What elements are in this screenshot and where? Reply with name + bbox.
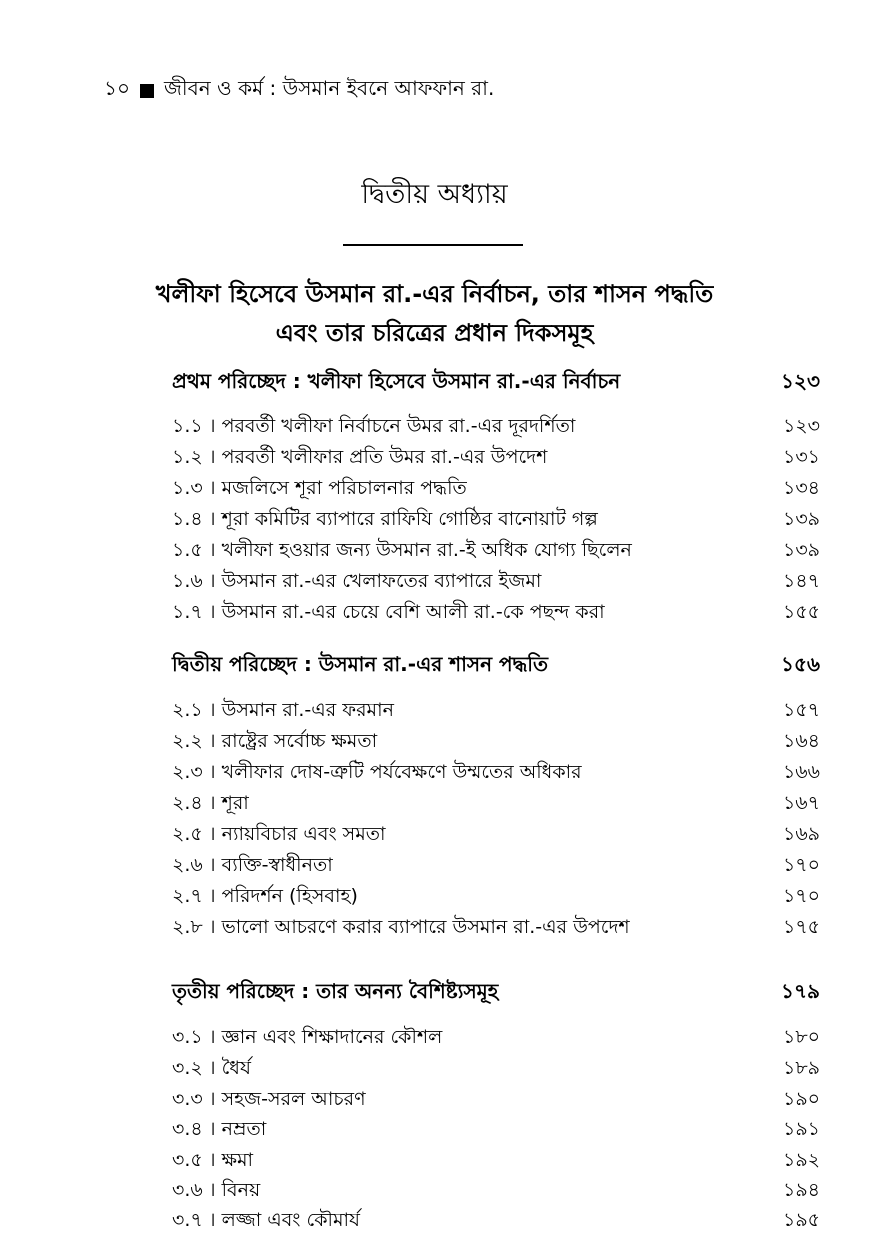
entry-label: সহজ-সরল আচরণ — [221, 1088, 366, 1110]
toc-entry[interactable]: ৩.২ । ধৈর্য ১৮৯ — [172, 1055, 820, 1085]
entry-label: মজলিসে শূরা পরিচালনার পদ্ধতি — [221, 477, 467, 499]
toc-section[interactable] — [172, 978, 820, 1008]
toc-entry[interactable]: ৩.৩ । সহজ-সরল আচরণ ১৯০ — [172, 1086, 820, 1116]
entry-page: ১৮০ — [782, 1026, 820, 1048]
entry-page: ১৬৪ — [782, 730, 820, 752]
entry-number: ১.৭ — [172, 601, 203, 623]
entry-page: ১৫৭ — [782, 699, 820, 721]
entry-number: ৩.২ — [172, 1057, 203, 1079]
chapter-heading-line-2: এবং তার চরিত্রের প্রধান দিকসমূহ — [275, 319, 594, 347]
entry-label: উসমান রা.-এর চেয়ে বেশি আলী রা.-কে পছন্দ করা — [221, 601, 605, 623]
entry-label: রাষ্ট্রের সর্বোচ্চ ক্ষমতা — [221, 730, 378, 752]
entry-label: খলীফা হওয়ার জন্য উসমান রা.-ই অধিক যোগ্য ছিলেন — [221, 539, 632, 561]
entry-label: পরিদর্শন (হিসবাহ) — [221, 885, 358, 907]
entry-number: ৩.৩ — [172, 1088, 203, 1110]
entry-number: ১.৪ — [172, 508, 203, 530]
entry-label: বিনয় — [221, 1179, 261, 1201]
entry-number: ১.৫ — [172, 539, 203, 561]
toc-entry[interactable]: ৩.৫ । ক্ষমা ১৯২ — [172, 1147, 820, 1177]
toc-entry[interactable]: ১.৭ । উসমান রা.-এর চেয়ে বেশি আলী রা.-কে পছন্দ করা ১৫৫ — [172, 599, 820, 629]
entry-number: ৩.৫ — [172, 1149, 203, 1171]
entry-page: ১৯০ — [782, 1088, 820, 1110]
toc-entry[interactable]: ১.২ । পরবর্তী খলীফার প্রতি উমর রা.-এর উপদেশ ১৩১ — [172, 444, 820, 474]
toc-entry[interactable]: ২.৭ । পরিদর্শন (হিসবাহ) ১৭০ — [172, 883, 820, 913]
entry-number: ৩.৬ — [172, 1179, 203, 1201]
toc-section[interactable] — [172, 368, 820, 398]
entry-number: ৩.৪ — [172, 1118, 203, 1140]
entry-label: খলীফার দোষ-ত্রুটি পর্যবেক্ষণে উম্মতের অধিকার — [221, 761, 582, 783]
running-header — [104, 74, 494, 107]
section-page: ১৭৯ — [781, 978, 820, 1003]
entry-label: ধৈর্য — [221, 1057, 251, 1079]
toc-entry[interactable]: ২.২ । রাষ্ট্রের সর্বোচ্চ ক্ষমতা ১৬৪ — [172, 728, 820, 758]
toc-entry[interactable]: ৩.১ । জ্ঞান এবং শিক্ষাদানের কৌশল ১৮০ — [172, 1024, 820, 1054]
entry-page: ১৫৫ — [783, 601, 820, 623]
entry-page: ১২৩ — [782, 415, 820, 437]
entry-page: ১৭৫ — [782, 916, 820, 938]
entry-page: ১৯৪ — [783, 1179, 820, 1201]
entry-label: ব্যক্তি-স্বাধীনতা — [221, 854, 333, 876]
entry-label: ক্ষমা — [221, 1149, 254, 1171]
header-page-number: ১০ — [104, 76, 130, 100]
entry-number: ২.৭ — [172, 885, 203, 907]
chapter-heading-line-1: খলীফা হিসেবে উসমান রা.-এর নির্বাচন, তার শাসন পদ্ধতি — [155, 280, 714, 308]
entry-number: ৩.৭ — [172, 1209, 203, 1231]
entry-page: ১৪৭ — [782, 570, 820, 592]
toc-entry[interactable]: ২.৫ । ন্যায়বিচার এবং সমতা ১৬৯ — [172, 821, 820, 851]
entry-number: ২.৩ — [172, 761, 203, 783]
entry-label: নম্রতা — [221, 1118, 267, 1140]
entry-page: ১৬৭ — [782, 792, 820, 814]
section-title: প্রথম পরিচ্ছেদ : খলীফা হিসেবে উসমান রা.-এর নির্বাচন — [172, 368, 621, 393]
toc-entry[interactable]: ১.৪ । শূরা কমিটির ব্যাপারে রাফিযি গোষ্ঠির বানোয়াট গল্প ১৩৯ — [172, 506, 820, 536]
entry-number: ৩.১ — [172, 1026, 203, 1048]
section-page: ১৫৬ — [781, 651, 820, 676]
toc-entry[interactable]: ৩.৪ । নম্রতা ১৯১ — [172, 1116, 820, 1146]
entry-number: ১.৬ — [172, 570, 203, 592]
entry-number: ২.৫ — [172, 823, 203, 845]
entry-number: ২.২ — [172, 730, 203, 752]
toc-entry[interactable]: ৩.৬ । বিনয় ১৯৪ — [172, 1177, 820, 1207]
toc-entry[interactable]: ২.৬ । ব্যক্তি-স্বাধীনতা ১৭০ — [172, 852, 820, 882]
entry-label: পরবর্তী খলীফা নির্বাচনে উমর রা.-এর দূরদর্শিতা — [221, 415, 576, 437]
entry-label: ন্যায়বিচার এবং সমতা — [221, 823, 386, 845]
entry-label: লজ্জা এবং কৌমার্য — [221, 1209, 360, 1231]
black-square-icon — [140, 84, 154, 98]
entry-number: ২.১ — [172, 699, 203, 721]
entry-page: ১৯১ — [783, 1118, 820, 1140]
entry-number: ১.৩ — [172, 477, 203, 499]
section-page: ১২৩ — [781, 368, 820, 393]
entry-label: জ্ঞান এবং শিক্ষাদানের কৌশল — [221, 1026, 443, 1048]
toc-entry[interactable]: ২.৮ । ভালো আচরণে করার ব্যাপারে উসমান রা.-এর উপদেশ ১৭৫ — [172, 914, 820, 944]
toc-entry[interactable]: ২.১ । উসমান রা.-এর ফরমান ১৫৭ — [172, 697, 820, 727]
section-title: তৃতীয় পরিচ্ছেদ : তার অনন্য বৈশিষ্ট্যসমূহ — [172, 978, 499, 1003]
entry-label: ভালো আচরণে করার ব্যাপারে উসমান রা.-এর উপদেশ — [221, 916, 630, 938]
toc-entry[interactable]: ১.৫ । খলীফা হওয়ার জন্য উসমান রা.-ই অধিক যোগ্য ছিলেন ১৩৯ — [172, 537, 820, 567]
toc-section[interactable] — [172, 651, 820, 681]
entry-label: শূরা — [221, 792, 249, 814]
chapter-title: দ্বিতীয় অধ্যায় — [361, 179, 508, 210]
toc-entry[interactable]: ১.৬ । উসমান রা.-এর খেলাফতের ব্যাপারে ইজমা ১৪৭ — [172, 568, 820, 598]
entry-label: শূরা কমিটির ব্যাপারে রাফিযি গোষ্ঠির বানোয়াট গল্প — [221, 508, 598, 530]
entry-number: ২.৪ — [172, 792, 203, 814]
toc-entry[interactable]: ৩.৭ । লজ্জা এবং কৌমার্য ১৯৫ — [172, 1207, 820, 1237]
header-book-title: জীবন ও কর্ম : উসমান ইবনে আফফান রা. — [163, 76, 495, 100]
entry-page: ১৮৯ — [783, 1057, 820, 1079]
entry-page: ১৭০ — [782, 885, 820, 907]
entry-number: ১.২ — [172, 446, 203, 468]
entry-page: ১৬৯ — [782, 823, 820, 845]
entry-page: ১৬৬ — [782, 761, 820, 783]
entry-number: ১.১ — [172, 415, 203, 437]
entry-page: ১৭০ — [782, 854, 820, 876]
entry-label: উসমান রা.-এর ফরমান — [221, 699, 394, 721]
toc-entry[interactable]: ১.১ । পরবর্তী খলীফা নির্বাচনে উমর রা.-এর দূরদর্শিতা ১২৩ — [172, 413, 820, 443]
entry-label: পরবর্তী খলীফার প্রতি উমর রা.-এর উপদেশ — [221, 446, 548, 468]
entry-number: ২.৮ — [172, 916, 203, 938]
toc-entry[interactable]: ২.৩ । খলীফার দোষ-ত্রুটি পর্যবেক্ষণে উম্মতের অধিকার ১৬৬ — [172, 759, 820, 789]
entry-label: উসমান রা.-এর খেলাফতের ব্যাপারে ইজমা — [221, 570, 542, 592]
toc-entry[interactable]: ২.৪ । শূরা ১৬৭ — [172, 790, 820, 820]
entry-number: ২.৬ — [172, 854, 203, 876]
section-title: দ্বিতীয় পরিচ্ছেদ : উসমান রা.-এর শাসন পদ্ধতি — [172, 651, 548, 676]
entry-page: ১৩৯ — [782, 508, 820, 530]
entry-page: ১৯২ — [782, 1149, 820, 1171]
title-divider — [343, 244, 523, 246]
entry-page: ১৩৯ — [782, 539, 820, 561]
entry-page: ১৩৪ — [782, 477, 820, 499]
entry-page: ১৩১ — [782, 446, 820, 468]
entry-page: ১৯৫ — [783, 1209, 820, 1231]
toc-entry[interactable]: ১.৩ । মজলিসে শূরা পরিচালনার পদ্ধতি ১৩৪ — [172, 475, 820, 505]
